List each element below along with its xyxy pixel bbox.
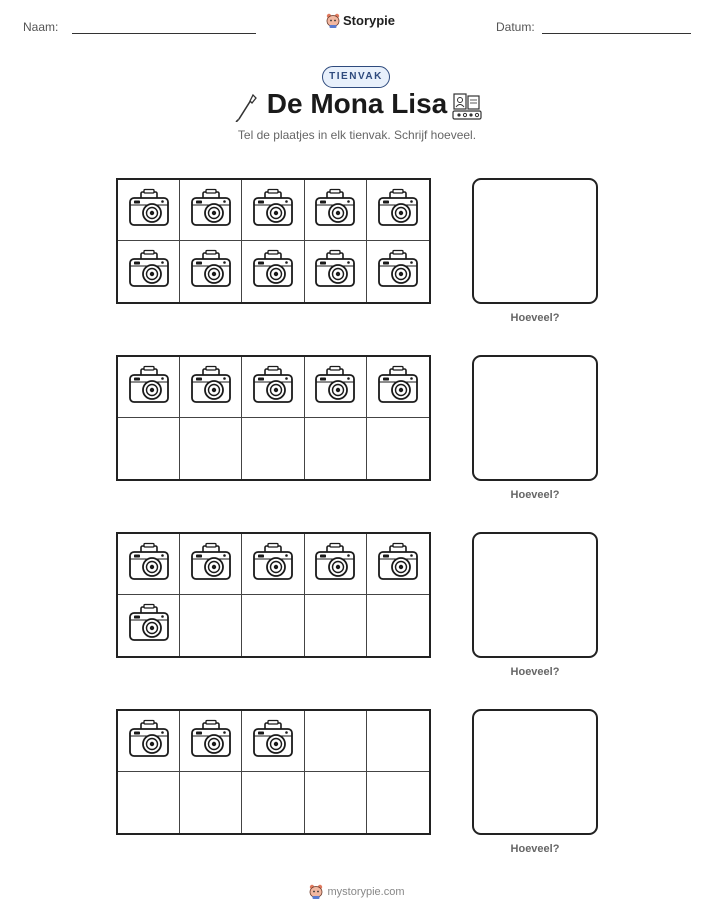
camera-icon [313,249,357,294]
ten-frame-cell [242,241,304,302]
footer-url[interactable]: mystorypie.com [327,885,405,898]
ten-frame-cell [305,180,367,241]
ten-frame-cell [242,711,304,772]
camera-icon [376,249,420,294]
ten-frame-cell [118,180,180,241]
ten-frame-cell [118,418,180,479]
storypie-mascot-icon [309,884,323,899]
ten-frame [116,355,431,481]
ten-frame-cell [118,772,180,833]
camera-icon [127,719,171,764]
camera-icon [189,719,233,764]
ten-frame-cell [367,418,429,479]
camera-icon [127,249,171,294]
camera-icon [127,188,171,233]
ten-frame-cell [305,357,367,418]
ten-frame-cell [305,241,367,302]
ten-frame [116,532,431,658]
camera-icon [313,188,357,233]
brand-name: Storypie [343,13,396,28]
topic-badge: TIENVAK [322,66,390,88]
answer-box[interactable] [472,178,598,304]
camera-icon [251,249,295,294]
ten-frame-cell [180,711,242,772]
storypie-mascot-icon [326,13,340,28]
ten-frame-cell [305,595,367,656]
camera-icon [127,542,171,587]
answer-box[interactable] [472,532,598,658]
ten-frame-cell [118,357,180,418]
answer-label: Hoeveel? [510,843,560,855]
ten-frame-cell [180,180,242,241]
camera-icon [313,365,357,410]
art-supplies-icon [451,90,483,122]
name-line[interactable] [72,33,256,34]
ten-frame-cell [242,595,304,656]
camera-icon [189,365,233,410]
footer [0,884,714,899]
brand-logo [326,13,395,28]
ten-frame-cell [180,418,242,479]
camera-icon [376,542,420,587]
camera-icon [127,365,171,410]
camera-icon [189,188,233,233]
camera-icon [189,249,233,294]
ten-frame-cell [367,772,429,833]
camera-icon [251,542,295,587]
answer-label: Hoeveel? [510,489,560,501]
camera-icon [127,603,171,648]
ten-frame-cell [118,711,180,772]
ten-frame-cell [305,534,367,595]
ten-frame-cell [180,241,242,302]
ten-frame [116,709,431,835]
date-label: Datum: [496,20,535,34]
ten-frame-cell [118,241,180,302]
camera-icon [376,188,420,233]
ten-frame-cell [367,180,429,241]
ten-frame-cell [305,711,367,772]
ten-frame-cell [180,357,242,418]
camera-icon [251,719,295,764]
ten-frame-cell [367,241,429,302]
ten-frame-cell [242,534,304,595]
ten-frame-cell [242,772,304,833]
ten-frame-cell [305,418,367,479]
ten-frame-cell [242,418,304,479]
ten-frame-cell [242,180,304,241]
date-line[interactable] [542,33,691,34]
ten-frame-cell [180,595,242,656]
name-label: Naam: [23,20,59,34]
answer-label: Hoeveel? [510,312,560,324]
ten-frame-cell [180,534,242,595]
ten-frame-cell [242,357,304,418]
ten-frame-cell [118,595,180,656]
answer-label: Hoeveel? [510,666,560,678]
ten-frame-cell [367,595,429,656]
camera-icon [376,365,420,410]
ten-frame-cell [367,534,429,595]
ten-frame-cell [118,534,180,595]
camera-icon [189,542,233,587]
instructions: Tel de plaatjes in elk tienvak. Schrijf hoeveel. [237,128,477,142]
answer-box[interactable] [472,709,598,835]
answer-box[interactable] [472,355,598,481]
ten-frame-cell [367,357,429,418]
camera-icon [251,365,295,410]
ten-frame-cell [367,711,429,772]
ten-frame [116,178,431,304]
camera-icon [313,542,357,587]
ten-frame-cell [305,772,367,833]
page-title: De Mona Lisa [266,88,448,119]
camera-icon [251,188,295,233]
ten-frame-cell [180,772,242,833]
